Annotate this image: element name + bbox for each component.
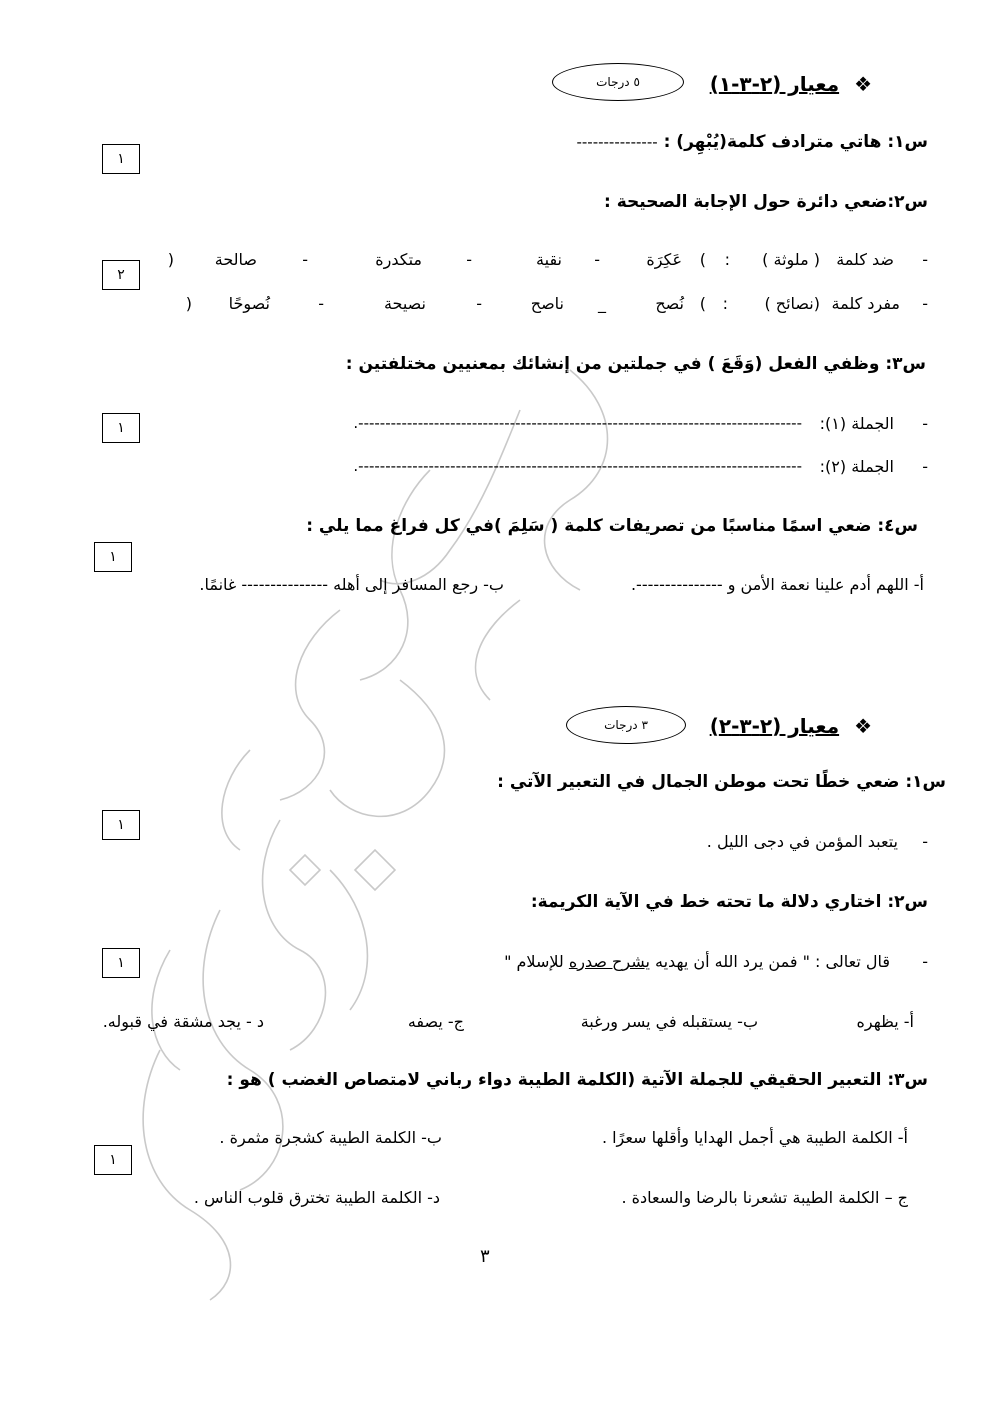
s1-q3-score-box: ١: [102, 413, 140, 443]
s2-q2-option-c[interactable]: ج- يصفه: [407, 1012, 464, 1031]
section2-grade-oval: ٣ درجات: [566, 706, 686, 744]
s1-q1-text: س١: هاتي مترادف كلمة(يُبْهِر) :: [663, 132, 928, 152]
s1-q1: [576, 132, 928, 152]
verse-underlined: يشرح صدره: [568, 952, 650, 971]
page-number: ٣: [480, 1246, 490, 1267]
bullet: -: [922, 457, 928, 476]
row1-word: ( ملوثة ): [762, 250, 820, 269]
s2-q2-score-box: ١: [102, 948, 140, 978]
row1-option-4[interactable]: صالحة: [214, 250, 257, 269]
verse-pre: قال تعالى : " فمن يرد الله أن يهديه: [649, 952, 890, 971]
s2-q2-verse-line: [0, 952, 992, 974]
row1-sep: -: [594, 250, 600, 269]
s2-q3-text: س٣: التعبير الحقيقي للجملة الآتية (الكلمة الطيبة دواء رباني لامتصاص الغضب ) هو :: [226, 1070, 928, 1090]
row1-close: ): [167, 250, 174, 269]
bullet: -: [922, 250, 928, 269]
row2-label: مفرد كلمة: [831, 294, 900, 313]
bullet: -: [922, 952, 928, 971]
row1-sep: -: [466, 250, 472, 269]
s1-q4-item-a: أ- اللهم أدم علينا نعمة الأمن و ---------------.: [630, 575, 924, 594]
s1-q2-score-box: ٢: [102, 260, 140, 290]
s1-q3-line1: [0, 414, 992, 436]
s2-q2-option-a[interactable]: أ- يظهره: [856, 1012, 914, 1031]
row2-option-4[interactable]: نُصوحًا: [228, 294, 270, 313]
s2-q3-option-a[interactable]: أ- الكلمة الطيبة هي أجمل الهدايا وأقلها سعرًا .: [601, 1128, 908, 1147]
row1-option-1[interactable]: عَكِرَة: [646, 250, 682, 269]
verse-post: للإسلام ": [504, 952, 569, 971]
s2-q3-option-c[interactable]: ج – الكلمة الطيبة تشعرنا بالرضا والسعادة .: [621, 1188, 908, 1207]
row1-option-3[interactable]: متكدرة: [375, 250, 422, 269]
diamond-icon: ❖: [854, 72, 872, 96]
row1-option-2[interactable]: نقية: [536, 250, 562, 269]
diamond-icon: ❖: [854, 714, 872, 738]
row2-colon: :: [722, 294, 728, 313]
row1-colon: :: [724, 250, 730, 269]
s2-q2-verse: [504, 952, 890, 971]
s1-q2-row1: [0, 250, 992, 274]
section2-title: معيار (٢-٣-٢): [709, 714, 840, 738]
sentence2-blank[interactable]: ----------------------------------------------------------------------------------.: [353, 457, 802, 475]
row2-open: (: [699, 294, 706, 313]
section1-title: معيار (٢-٣-١): [709, 72, 840, 96]
s2-q1-text: س١: ضعي خطًا تحت موطن الجمال في التعبير الآتي :: [497, 772, 946, 792]
s2-q1-score-box: ١: [102, 810, 140, 840]
bullet: -: [922, 294, 928, 313]
bullet: -: [922, 832, 928, 851]
s2-q3-option-b[interactable]: ب- الكلمة الطيبة كشجرة مثمرة .: [219, 1128, 442, 1147]
row2-sep: -: [476, 294, 482, 313]
s2-q1-line: [0, 832, 992, 854]
s2-q3-option-d[interactable]: د- الكلمة الطيبة تخترق قلوب الناس .: [193, 1188, 440, 1207]
row2-word: (نصائح ): [764, 294, 820, 313]
s2-q3-options-row1: [0, 1128, 992, 1150]
s2-q3-score-box: ١: [94, 1145, 132, 1175]
section1-header: [710, 72, 872, 96]
row2-sep: _: [598, 294, 606, 313]
s1-q2-text: س٢:ضعي دائرة حول الإجابة الصحيحة :: [603, 192, 928, 212]
bullet: -: [922, 414, 928, 433]
section2-header: [710, 714, 872, 738]
row1-sep: -: [302, 250, 308, 269]
s1-q1-blank[interactable]: ---------------: [576, 133, 658, 151]
s1-q3-line2: [0, 457, 992, 479]
sentence2-label: الجملة (٢):: [819, 457, 894, 476]
sentence1-blank[interactable]: ----------------------------------------------------------------------------------.: [353, 414, 802, 432]
s2-q2-option-d[interactable]: د - يجد مشقة في قبوله.: [102, 1012, 264, 1031]
row2-option-2[interactable]: ناصح: [530, 294, 564, 313]
s2-q2-text: س٢: اختاري دلالة ما تحته خط في الآية الكريمة:: [530, 892, 928, 912]
s1-q3-text: س٣: وظفي الفعل (وَقَعَ ) في جملتين من إنشائك بمعنيين مختلفتين :: [345, 354, 926, 374]
row1-open: (: [699, 250, 706, 269]
row2-close: ): [185, 294, 192, 313]
s1-q4-text: س٤: ضعي اسمًا مناسبًا من تصريفات كلمة ( سَلِمَ )في كل فراغ مما يلي :: [306, 516, 918, 536]
sentence1-label: الجملة (١):: [819, 414, 894, 433]
s1-q4-item-b: ب- رجع المسافر إلى أهله --------------- غانمًا.: [199, 575, 504, 594]
row2-option-1[interactable]: نُصح: [655, 294, 684, 313]
s1-q1-score-box: ١: [102, 144, 140, 174]
watermark: [100, 350, 660, 1310]
s1-q4-score-box: ١: [94, 542, 132, 572]
row2-sep: -: [318, 294, 324, 313]
s2-q2-options: [0, 1012, 992, 1034]
section1-grade-oval: ٥ درجات: [552, 63, 684, 101]
row2-option-3[interactable]: نصيحة: [383, 294, 426, 313]
s2-q3-options-row2: [0, 1188, 992, 1210]
s2-q1-sentence[interactable]: يتعبد المؤمن في دجى الليل .: [706, 832, 898, 851]
s2-q2-option-b[interactable]: ب- يستقبله في يسر ورغبة: [580, 1012, 758, 1031]
row1-label: ضد كلمة: [836, 250, 894, 269]
s1-q2-row2: [0, 294, 992, 318]
